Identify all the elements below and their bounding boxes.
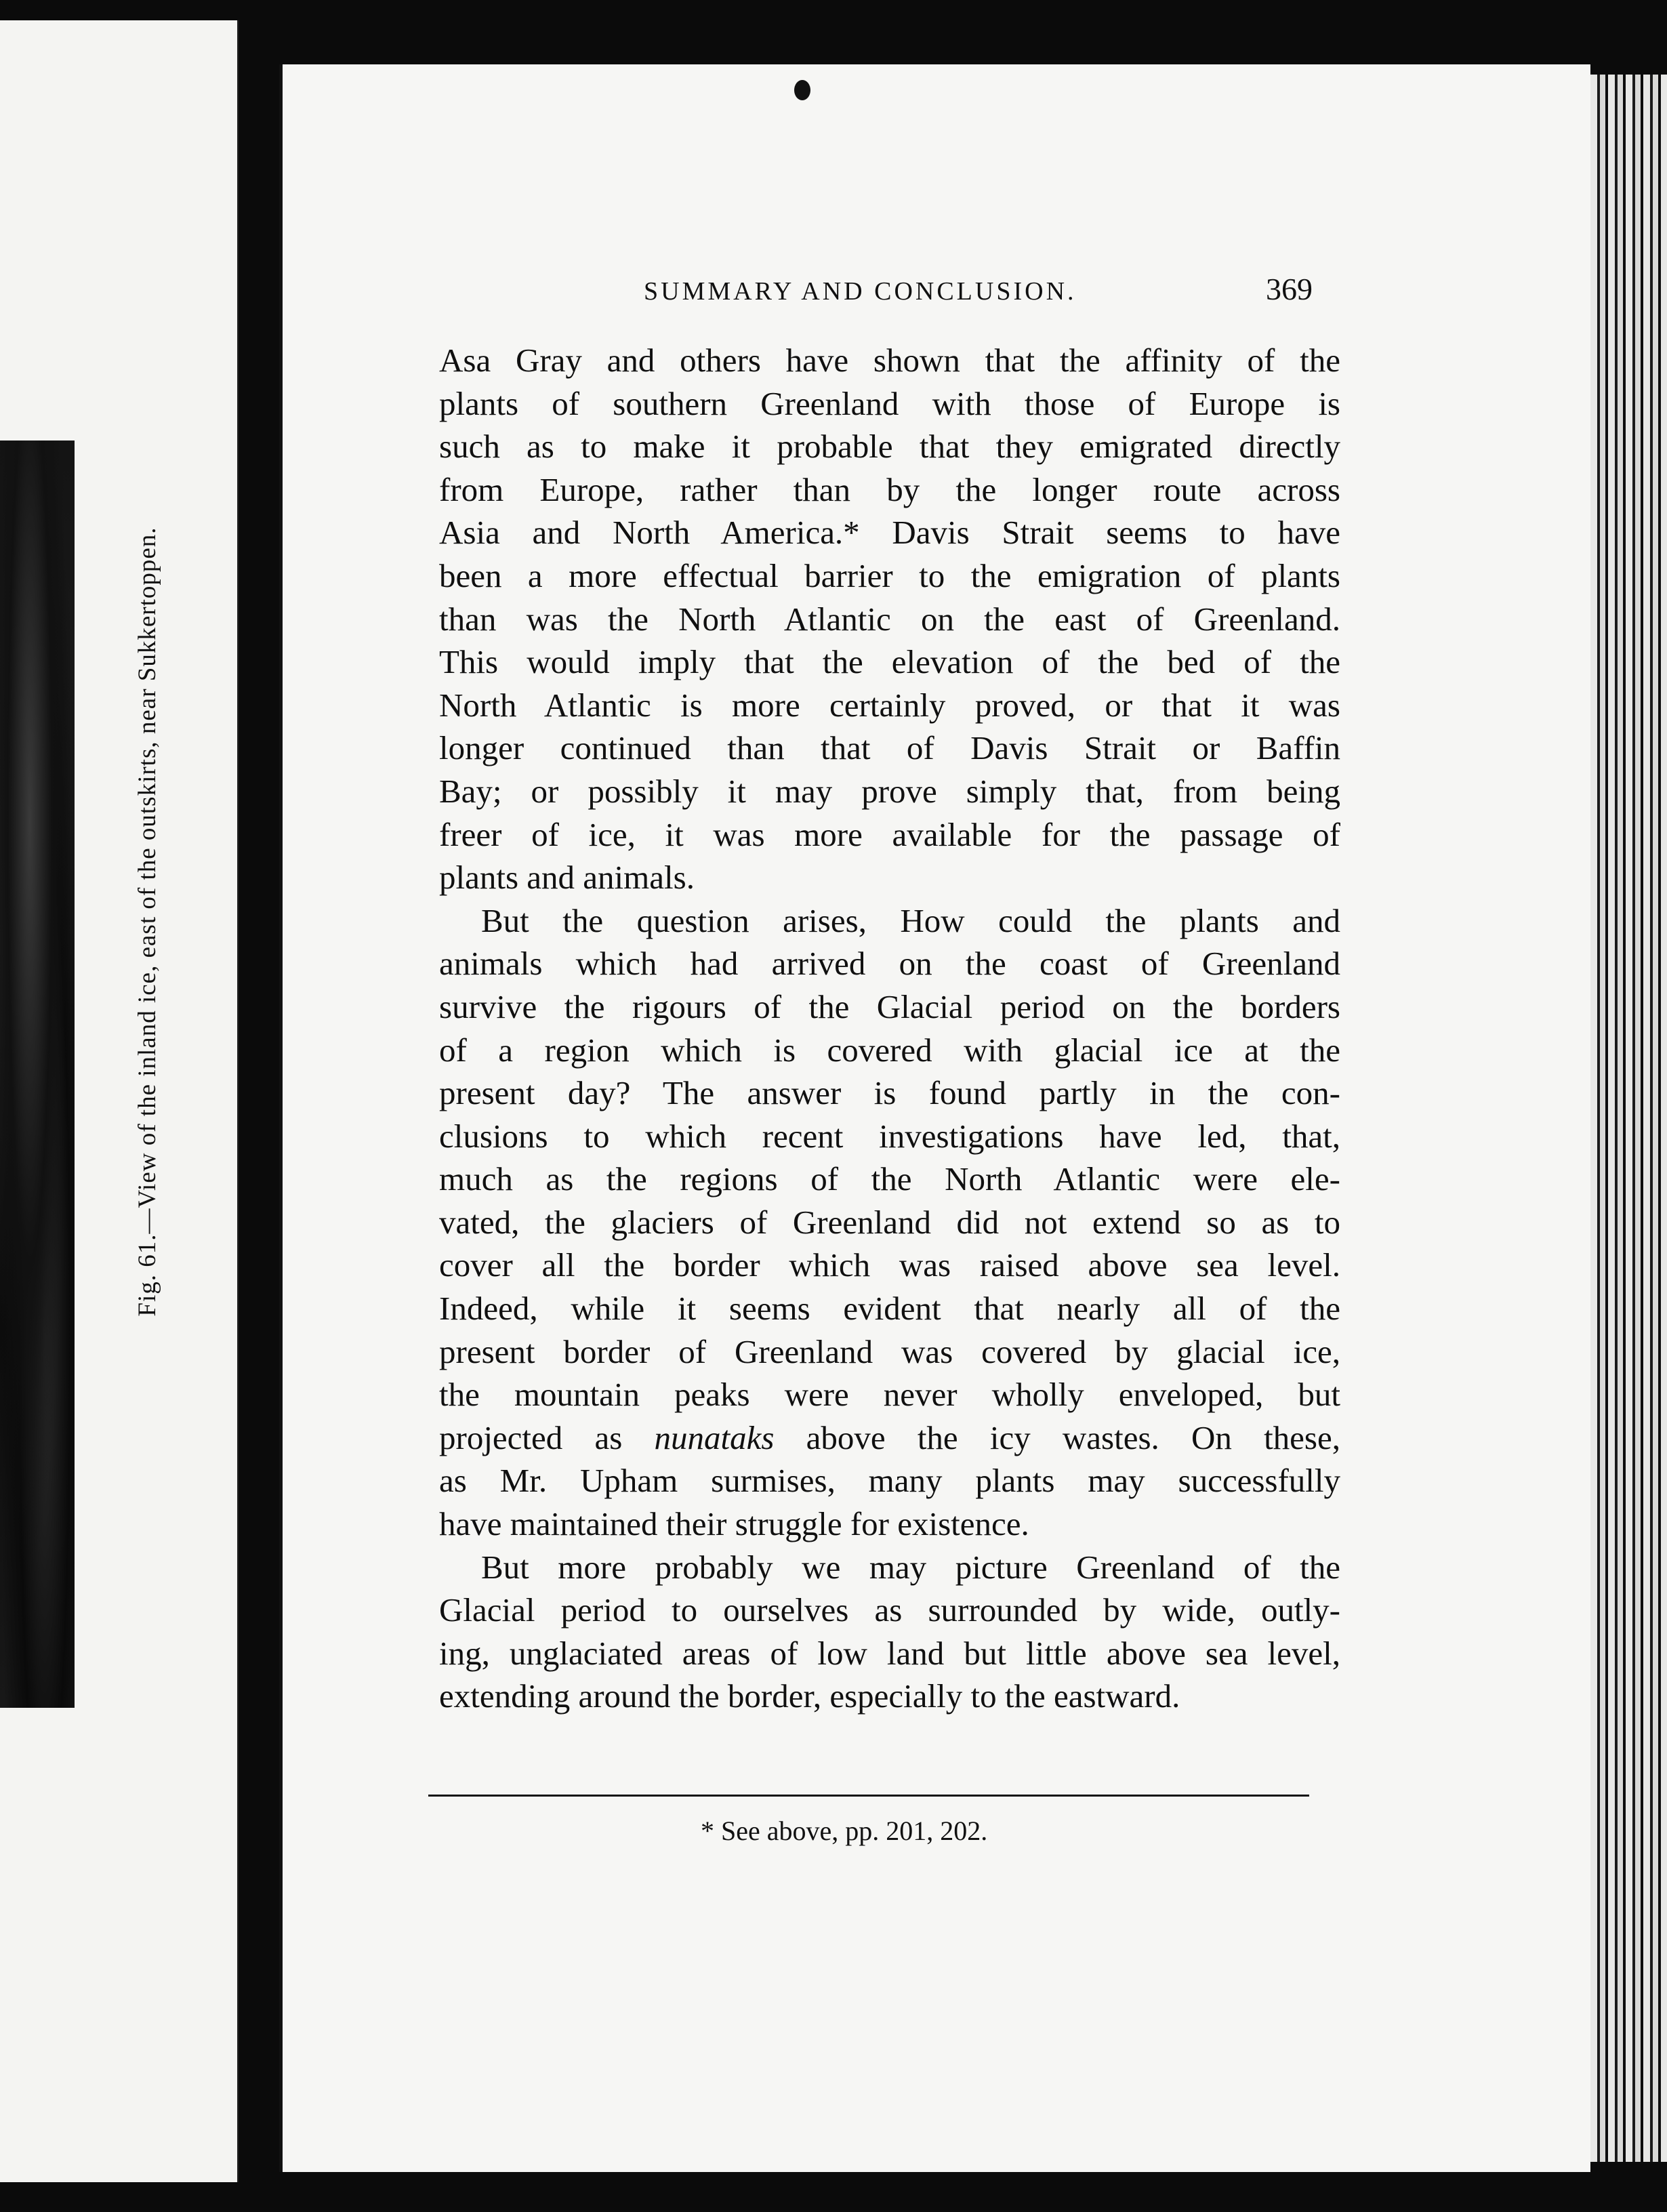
- text-line: animals which had arrived on the coast of Greenland: [439, 945, 1340, 983]
- figure-caption: Fig. 61.—View of the inland ice, east of the outskirts, near Sukkertoppen.: [133, 527, 161, 1317]
- text-line: present border of Greenland was covered by glacial ice,: [439, 1332, 1340, 1370]
- text-line: as Mr. Upham surmises, many plants may successfully: [439, 1462, 1340, 1500]
- text-line: extending around the border, especially to the eastward.: [439, 1677, 1180, 1715]
- left-page: [0, 20, 239, 2182]
- text-line: clusions to which recent investigations have led, that,: [439, 1117, 1340, 1155]
- text-line: projected as nunataks above the icy wastes. On these,: [439, 1418, 1340, 1456]
- text-line: plants of southern Greenland with those of Europe is: [439, 384, 1340, 422]
- text-line: freer of ice, it was more available for the passage of: [439, 815, 1340, 853]
- text-line: have maintained their struggle for existence.: [439, 1505, 1029, 1543]
- text-line: Glacial period to ourselves as surrounded by wide, outly-: [439, 1591, 1340, 1629]
- text-line: But the question arises, How could the plants and: [481, 901, 1340, 939]
- text-line: vated, the glaciers of Greenland did not extend so as to: [439, 1203, 1340, 1241]
- page-number: 369: [1266, 272, 1313, 306]
- text-line: Indeed, while it seems evident that nearly all of the: [439, 1290, 1340, 1328]
- text-line: ing, unglaciated areas of low land but little above sea level,: [439, 1634, 1340, 1672]
- paragraph: [439, 1546, 1340, 1718]
- text-line: But more probably we may picture Greenland of the: [481, 1548, 1340, 1586]
- paragraph: [439, 339, 1340, 899]
- text-line: This would imply that the elevation of the bed of the: [439, 643, 1340, 681]
- footnote-rule: [428, 1795, 1309, 1797]
- text-line: been a more effectual barrier to the emigration of plants: [439, 556, 1340, 594]
- text-line: of a region which is covered with glacial ice at the: [439, 1031, 1340, 1069]
- running-title: SUMMARY AND CONCLUSION.: [644, 277, 1077, 306]
- text-line: present day? The answer is found partly in the con-: [439, 1074, 1340, 1112]
- page-edges: [1590, 75, 1667, 2162]
- text-line: the mountain peaks were never wholly enveloped, but: [439, 1376, 1340, 1414]
- text-line: Asia and North America.* Davis Strait seems to have: [439, 514, 1340, 552]
- text-line: than was the North Atlantic on the east of Greenland.: [439, 600, 1340, 638]
- footnote: * See above, pp. 201, 202.: [701, 1816, 988, 1846]
- text-line: survive the rigours of the Glacial period on the borders: [439, 987, 1340, 1025]
- text-line: cover all the border which was raised above sea level.: [439, 1246, 1340, 1284]
- text-line: Asa Gray and others have shown that the affinity of the: [439, 342, 1340, 379]
- paragraph: [439, 899, 1340, 1546]
- text-line: from Europe, rather than by the longer route across: [439, 470, 1340, 508]
- text-line: such as to make it probable that they emigrated directly: [439, 428, 1340, 466]
- text-line: longer continued than that of Davis Strait or Baffin: [439, 729, 1340, 767]
- binding-mark: [794, 80, 810, 100]
- text-line: much as the regions of the North Atlantic were ele-: [439, 1160, 1340, 1198]
- body-text: [439, 339, 1340, 1718]
- text-line: North Atlantic is more certainly proved, or that it was: [439, 686, 1340, 724]
- italic-term: nunataks: [654, 1418, 775, 1456]
- text-line: plants and animals.: [439, 859, 695, 897]
- text-line: Bay; or possibly it may prove simply that, from being: [439, 772, 1340, 810]
- figure-plate-image: [0, 441, 75, 1708]
